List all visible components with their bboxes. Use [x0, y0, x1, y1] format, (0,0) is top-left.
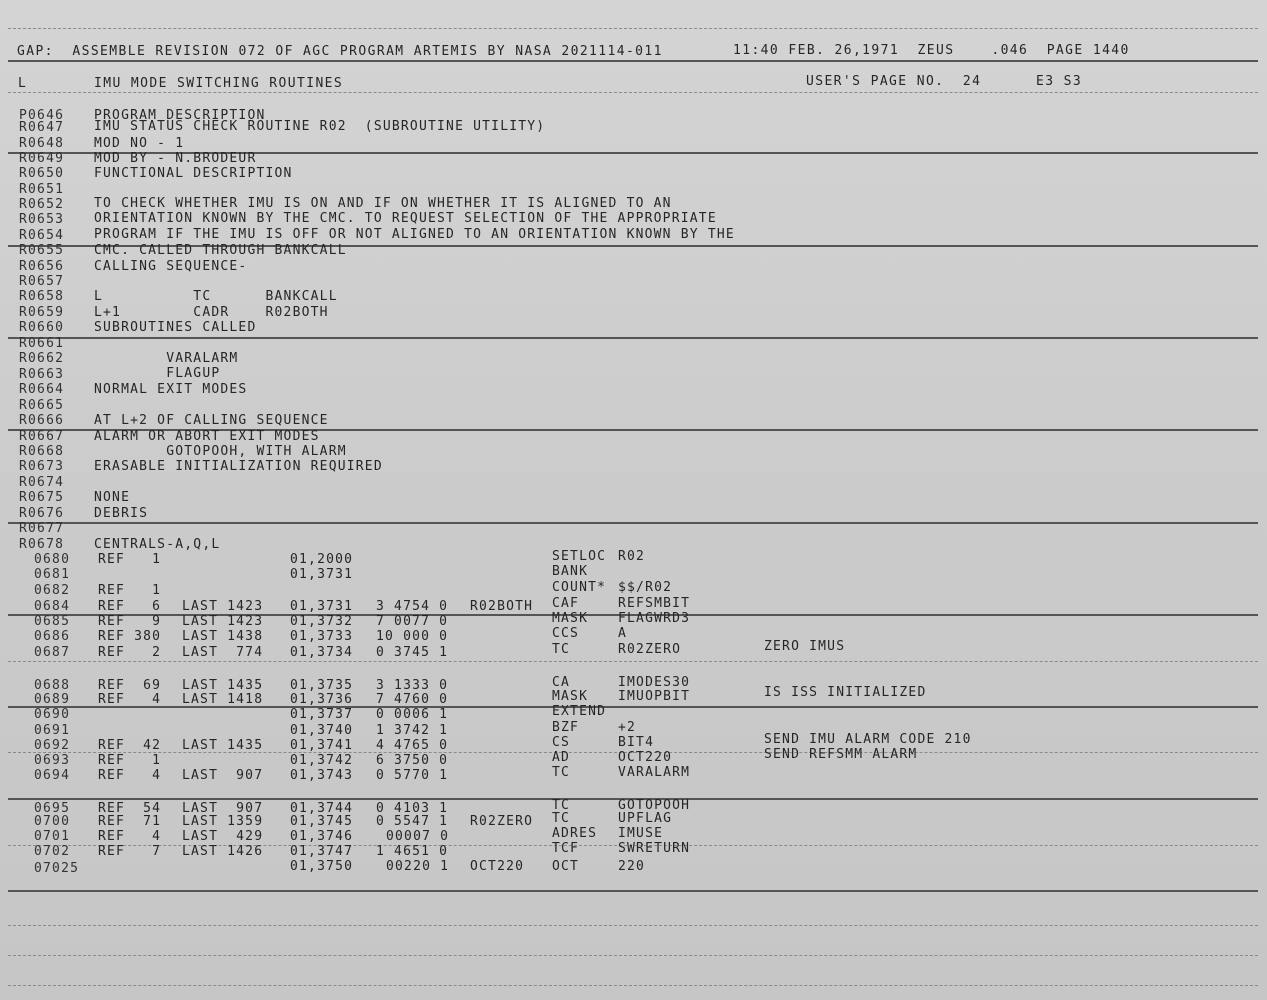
line-number: 0681 [34, 567, 71, 582]
line-number: R0667 [19, 429, 65, 444]
code-line [0, 765, 1267, 783]
opcode: BZF [552, 720, 580, 735]
line-number: R0652 [19, 197, 65, 212]
ref-count: REF 7 [98, 844, 162, 859]
octal-word: 00007 0 [386, 829, 450, 844]
code-line [0, 859, 1267, 874]
ref-count: REF 4 [98, 829, 162, 844]
operand: R02 [618, 549, 646, 564]
octal-word: 0 3745 1 [376, 645, 449, 660]
line-number: 0690 [34, 707, 71, 722]
line-number: 0680 [34, 552, 71, 567]
address: 01,3747 [290, 844, 354, 859]
address: 01,3731 [290, 599, 354, 614]
opcode: COUNT* [552, 580, 607, 595]
ref-count: REF 54 [98, 801, 162, 816]
line-number: R0649 [19, 151, 65, 166]
code-comment: ZERO IMUS [764, 639, 846, 654]
opcode: TC [552, 642, 571, 657]
ref-count: REF 2 [98, 645, 162, 660]
comment-text: PROGRAM DESCRIPTION [94, 108, 266, 123]
ref-count: REF 380 [98, 629, 162, 644]
code-comment: SEND IMU ALARM CODE 210 [764, 732, 972, 747]
line-number: R0656 [19, 259, 65, 274]
comment-text: NONE [94, 490, 131, 505]
comment-text: CALLING SEQUENCE- [94, 259, 248, 274]
opcode: MASK [552, 689, 589, 704]
operand: +2 [618, 720, 637, 735]
octal-word: 4 4765 0 [376, 738, 449, 753]
octal-word: 0 5547 1 [376, 814, 449, 829]
comment-text: NORMAL EXIT MODES [94, 382, 248, 397]
address: 01,3731 [290, 567, 354, 582]
last-ref: LAST 1426 [182, 844, 264, 859]
line-number: 0693 [34, 753, 71, 768]
comment-text: FUNCTIONAL DESCRIPTION [94, 166, 293, 181]
line-number: R0661 [19, 336, 65, 351]
last-ref: LAST 1423 [182, 614, 264, 629]
line-number: 0702 [34, 844, 71, 859]
line-number: 0695 [34, 801, 71, 816]
line-number: R0666 [19, 413, 65, 428]
address: 01,3733 [290, 629, 354, 644]
last-ref: LAST 429 [182, 829, 264, 844]
operand: SWRETURN [618, 841, 691, 856]
octal-word: 0 4103 1 [376, 801, 449, 816]
line-number: R0658 [19, 289, 65, 304]
octal-word: 3 4754 0 [376, 599, 449, 614]
comment-text: ORIENTATION KNOWN BY THE CMC. TO REQUEST SELECTION OF THE APPROPRIATE [94, 211, 717, 226]
ref-count: REF 6 [98, 599, 162, 614]
comment-text: VARALARM [94, 351, 239, 366]
opcode: TCF [552, 841, 580, 856]
comment-text: CMC. CALLED THROUGH BANKCALL [94, 243, 347, 258]
last-ref: LAST 907 [182, 768, 264, 783]
label: OCT220 [470, 859, 525, 874]
label: R02BOTH [470, 599, 534, 614]
line-number: R0675 [19, 490, 65, 505]
operand: 220 [618, 859, 646, 874]
octal-word: 1 3742 1 [376, 723, 449, 738]
address: 01,3743 [290, 768, 354, 783]
line-number: R0660 [19, 320, 65, 335]
operand: IMUSE [618, 826, 664, 841]
ref-count: REF 71 [98, 814, 162, 829]
last-ref: LAST 907 [182, 801, 264, 816]
line-number: R0673 [19, 459, 65, 474]
opcode: ADRES [552, 826, 598, 841]
address: 01,3742 [290, 753, 354, 768]
line-number: R0668 [19, 444, 65, 459]
opcode: CS [552, 735, 571, 750]
ref-count: REF 1 [98, 753, 162, 768]
comment-text: FLAGUP [94, 366, 221, 381]
octal-word: 0 0006 1 [376, 707, 449, 722]
last-ref: LAST 1418 [182, 692, 264, 707]
line-number: 0684 [34, 599, 71, 614]
operand: IMODES30 [618, 675, 691, 690]
opcode: SETLOC [552, 549, 607, 564]
line-number: R0647 [19, 120, 65, 135]
address: 01,3736 [290, 692, 354, 707]
comment-text: L TC BANKCALL [94, 289, 338, 304]
line-number: R0678 [19, 537, 65, 552]
comment-text: IMU STATUS CHECK ROUTINE R02 (SUBROUTINE UTILITY) [94, 119, 546, 134]
line-number: 0682 [34, 583, 71, 598]
label: R02ZERO [470, 814, 534, 829]
code-line [0, 841, 1267, 859]
section-title: IMU MODE SWITCHING ROUTINES [94, 76, 344, 91]
ref-count: REF 9 [98, 614, 162, 629]
address: 01,3732 [290, 614, 354, 629]
comment-text: MOD BY - N.BRODEUR [94, 151, 257, 166]
line-number: 0687 [34, 645, 71, 660]
line-number: R0674 [19, 475, 65, 490]
last-ref: LAST 1438 [182, 629, 264, 644]
last-ref: LAST 1435 [182, 738, 264, 753]
address: 01,3734 [290, 645, 354, 660]
line-number: R0654 [19, 228, 65, 243]
ref-count: REF 1 [98, 583, 162, 598]
operand: R02ZERO [618, 642, 682, 657]
comment-text: MOD NO - 1 [94, 136, 185, 151]
operand: IMUOPBIT [618, 689, 691, 704]
address: 01,2000 [290, 552, 354, 567]
sheet-code: E3 S3 [1036, 74, 1083, 89]
address: 01,3741 [290, 738, 354, 753]
address: 01,3750 [290, 859, 354, 874]
user-page-number: USER'S PAGE NO. 24 [806, 74, 982, 89]
line-number: 0688 [34, 678, 71, 693]
line-number: 0700 [34, 814, 71, 829]
line-number: R0665 [19, 398, 65, 413]
ref-count: REF 69 [98, 678, 162, 693]
comment-text: GOTOPOOH, WITH ALARM [94, 444, 347, 459]
code-comment: IS ISS INITIALIZED [764, 685, 927, 700]
operand: UPFLAG [618, 811, 673, 826]
octal-word: 7 0077 0 [376, 614, 449, 629]
comment-text: ERASABLE INITIALIZATION REQUIRED [94, 459, 383, 474]
line-number: R0664 [19, 382, 65, 397]
code-line [0, 549, 1267, 567]
line-number: R0648 [19, 136, 65, 151]
opcode: CAF [552, 596, 580, 611]
comment-text: PROGRAM IF THE IMU IS OFF OR NOT ALIGNED TO AN ORIENTATION KNOWN BY THE [94, 227, 735, 242]
address: 01,3740 [290, 723, 354, 738]
operand: FLAGWRD3 [618, 611, 691, 626]
opcode: TC [552, 798, 571, 813]
operand: $$/R02 [618, 580, 673, 595]
opcode: CCS [552, 626, 580, 641]
line-number: 07025 [34, 861, 80, 876]
last-ref: LAST 1435 [182, 678, 264, 693]
opcode: TC [552, 811, 571, 826]
operand: OCT220 [618, 750, 673, 765]
operand: A [618, 626, 628, 641]
comment-text: SUBROUTINES CALLED [94, 320, 257, 335]
address: 01,3746 [290, 829, 354, 844]
line-number: 0691 [34, 723, 71, 738]
line-number: R0650 [19, 166, 65, 181]
octal-word: 10 000 0 [376, 629, 449, 644]
section-mark: L [18, 76, 28, 91]
line-number: R0676 [19, 506, 65, 521]
opcode: EXTEND [552, 704, 607, 719]
line-number: 0689 [34, 692, 71, 707]
ref-count: REF 4 [98, 768, 162, 783]
line-number: R0657 [19, 274, 65, 289]
octal-word: 1 4651 0 [376, 844, 449, 859]
opcode: AD [552, 750, 571, 765]
opcode: CA [552, 675, 571, 690]
operand: VARALARM [618, 765, 691, 780]
listing-timestamp: 11:40 FEB. 26,1971 ZEUS .046 PAGE 1440 [733, 43, 1130, 58]
comment-text: L+1 CADR R02BOTH [94, 305, 329, 320]
line-number: P0646 [19, 108, 65, 123]
line-number: 0686 [34, 629, 71, 644]
line-number: R0659 [19, 305, 65, 320]
line-number: 0701 [34, 829, 71, 844]
operand: GOTOPOOH [618, 798, 691, 813]
line-number: R0655 [19, 243, 65, 258]
code-line [0, 639, 1267, 660]
line-number: R0662 [19, 351, 65, 366]
opcode: TC [552, 765, 571, 780]
last-ref: LAST 1359 [182, 814, 264, 829]
comment-text: ALARM OR ABORT EXIT MODES [94, 429, 320, 444]
ref-count: REF 1 [98, 552, 162, 567]
address: 01,3745 [290, 814, 354, 829]
listing-header: GAP: ASSEMBLE REVISION 072 OF AGC PROGRAM ARTEMIS BY NASA 2021114-011 [17, 44, 663, 59]
last-ref: LAST 774 [182, 645, 264, 660]
opcode: BANK [552, 564, 589, 579]
octal-word: 6 3750 0 [376, 753, 449, 768]
code-line [0, 611, 1267, 629]
comment-text: AT L+2 OF CALLING SEQUENCE [94, 413, 329, 428]
line-number: R0653 [19, 212, 65, 227]
octal-word: 00220 1 [386, 859, 450, 874]
last-ref: LAST 1423 [182, 599, 264, 614]
octal-word: 7 4760 0 [376, 692, 449, 707]
code-comment: SEND REFSMM ALARM [764, 747, 918, 762]
comment-text: DEBRIS [94, 506, 149, 521]
line-number: 0694 [34, 768, 71, 783]
line-number: 0685 [34, 614, 71, 629]
comment-text: TO CHECK WHETHER IMU IS ON AND IF ON WHETHER IT IS ALIGNED TO AN [94, 196, 672, 211]
line-number: R0677 [19, 521, 65, 536]
opcode: MASK [552, 611, 589, 626]
octal-word: 3 1333 0 [376, 678, 449, 693]
comment-text: CENTRALS-A,Q,L [94, 537, 221, 552]
ref-count: REF 42 [98, 738, 162, 753]
operand: BIT4 [618, 735, 655, 750]
address: 01,3737 [290, 707, 354, 722]
opcode: OCT [552, 859, 580, 874]
address: 01,3735 [290, 678, 354, 693]
ref-count: REF 4 [98, 692, 162, 707]
line-number: R0651 [19, 182, 65, 197]
line-number: 0692 [34, 738, 71, 753]
address: 01,3744 [290, 801, 354, 816]
operand: REFSMBIT [618, 596, 691, 611]
octal-word: 0 5770 1 [376, 768, 449, 783]
line-number: R0663 [19, 367, 65, 382]
